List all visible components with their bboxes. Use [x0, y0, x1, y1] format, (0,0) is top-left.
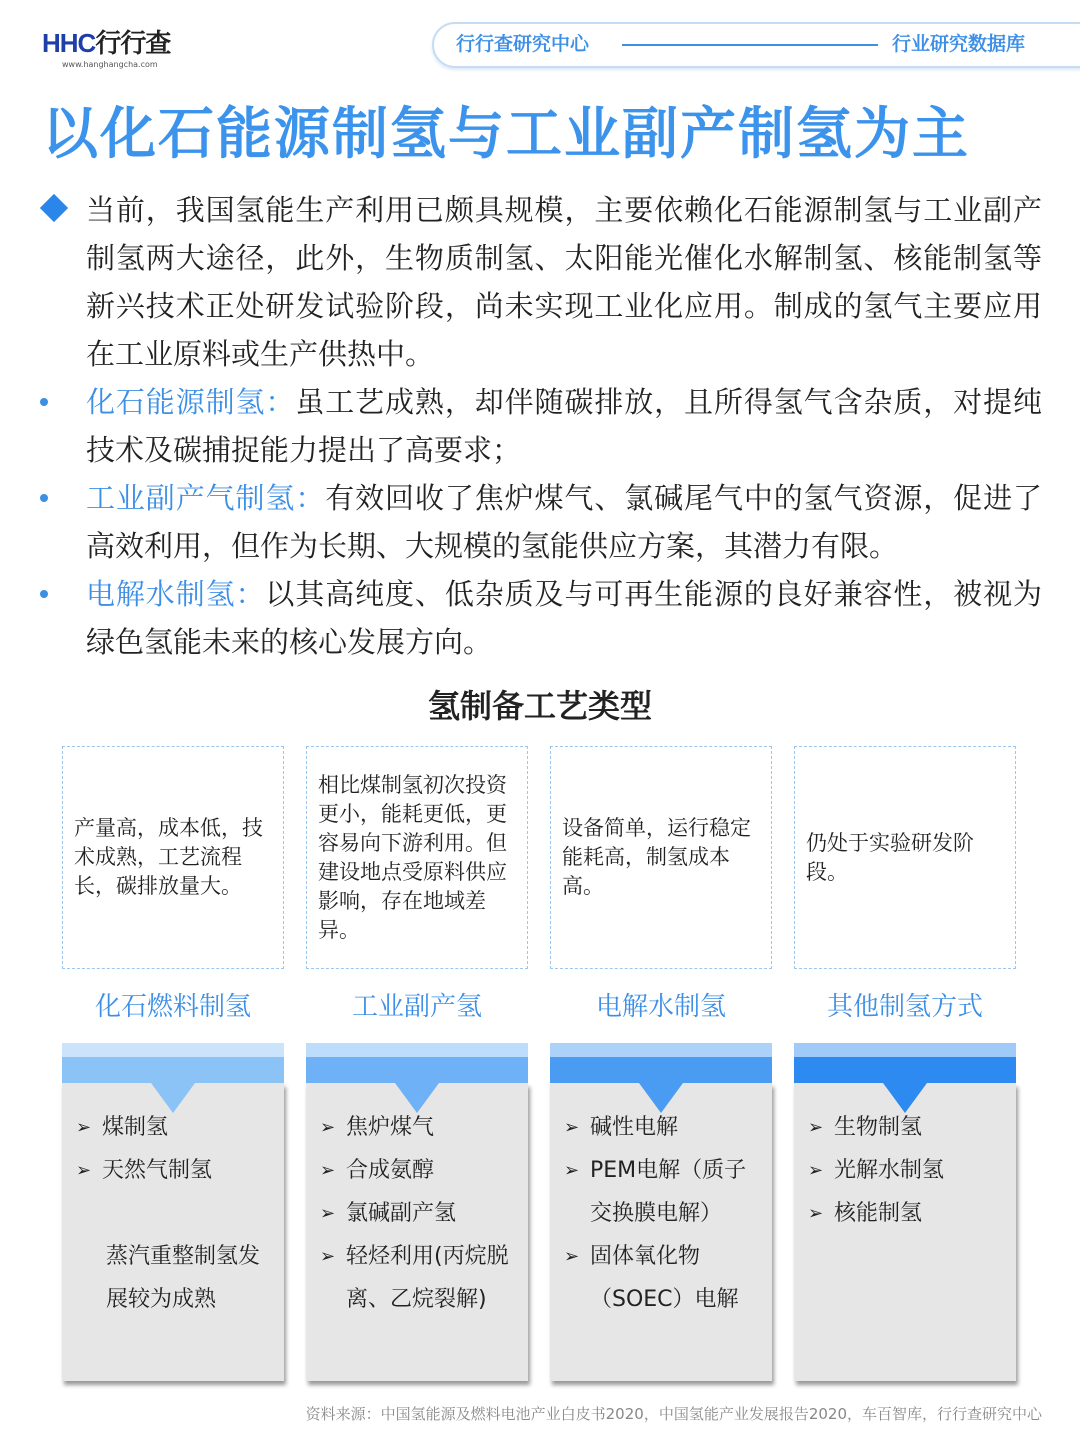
list-item [808, 1106, 1012, 1149]
bullet-label: 电解水制氢： [86, 577, 266, 611]
item-text: 生物制氢 [834, 1115, 923, 1140]
arrow-bullet-icon: ➢ [76, 1160, 92, 1181]
bullet-fossil [86, 378, 1042, 474]
logo-block [42, 28, 170, 70]
arrow-bullet-icon: ➢ [320, 1203, 336, 1224]
item-text: 光解水制氢 [834, 1158, 945, 1183]
list-item [320, 1149, 524, 1192]
bullet-electrolysis [86, 570, 1042, 666]
column-items [62, 1106, 284, 1321]
bullet-industrial [86, 474, 1042, 570]
arrow-bullet-icon: ➢ [808, 1203, 824, 1224]
column-title: 其他制氢方式 [826, 992, 983, 1022]
list-item [320, 1235, 524, 1321]
arrow-bullet-icon: ➢ [76, 1117, 92, 1138]
page-title: 以化石能源制氢与工业副产制氢为主 [42, 102, 970, 167]
header-right: 行业研究数据库 [892, 33, 1026, 55]
list-item [564, 1106, 768, 1149]
description-text: 产量高，成本低，技术成熟，工艺流程长，碳排放量大。 [74, 816, 263, 898]
bullet-text: 虽工艺成熟，却伴随碳排放，且所得氢气含杂质，对提纯技术及碳捕捉能力提出了高要求； [86, 385, 1042, 467]
list-item [320, 1192, 524, 1235]
arrow-bullet-icon: ➢ [564, 1160, 580, 1181]
bullet-label: 化石能源制氢： [86, 385, 296, 419]
list-item [76, 1149, 280, 1192]
item-text: 碱性电解 [590, 1115, 679, 1140]
list-item [320, 1106, 524, 1149]
description-text: 仍处于实验研发阶段。 [806, 830, 974, 884]
diamond-bullet-icon [40, 194, 68, 222]
column-items [550, 1106, 772, 1321]
column-description [306, 746, 528, 969]
column-description [550, 746, 772, 969]
item-text: 合成氨醇 [346, 1158, 435, 1183]
intro-text: 当前，我国氢能生产利用已颇具规模，主要依赖化石能源制氢与工业副产制氢两大途径，此外，生物质制氢、太阳能光催化水解制氢、核能制氢等新兴技术正处研发试验阶段，尚未实现工业化应用。制成的氢气主要应用在工业原料或生产供热中。 [86, 193, 1042, 371]
logo-text: 行行查 [95, 28, 171, 58]
item-text: 固体氧化物（SOEC）电解 [590, 1244, 739, 1312]
column-header-bar [306, 1043, 528, 1083]
bullet-label: 工业副产气制氢： [86, 481, 326, 515]
column-header-bar [550, 1043, 772, 1083]
header-left: 行行查研究中心 [456, 33, 590, 55]
list-item [76, 1106, 280, 1149]
arrow-bullet-icon: ➢ [320, 1246, 336, 1267]
arrow-bullet-icon: ➢ [320, 1160, 336, 1181]
item-text: 轻烃利用(丙烷脱离、乙烷裂解) [346, 1244, 509, 1312]
arrow-bullet-icon: ➢ [564, 1117, 580, 1138]
item-text: 煤制氢 [102, 1115, 169, 1140]
arrow-bullet-icon: ➢ [564, 1246, 580, 1267]
item-text: 焦炉煤气 [346, 1115, 435, 1140]
column-title: 电解水制氢 [595, 992, 726, 1022]
text-section [86, 186, 1042, 666]
column-title: 工业副产氢 [351, 992, 482, 1022]
source-note: 资料来源：中国氢能源及燃料电池产业白皮书2020，中国氢能产业发展报告2020，车百智库，行行查研究中心 [305, 1405, 1042, 1423]
bullet-dot-icon [40, 590, 48, 598]
intro-paragraph [86, 186, 1042, 378]
arrow-bullet-icon: ➢ [808, 1160, 824, 1181]
logo-mark: HHC [42, 28, 96, 58]
section-title: 氢制备工艺类型 [427, 687, 652, 725]
column-description [794, 746, 1016, 969]
bullet-dot-icon [40, 494, 48, 502]
description-text: 相比煤制氢初次投资更小，能耗更低，更容易向下游利用。但建设地点受原料供应影响，存在地域差异。 [318, 772, 507, 942]
bullet-dot-icon [40, 398, 48, 406]
item-text: 天然气制氢 [102, 1158, 213, 1183]
list-item [564, 1235, 768, 1321]
arrow-bullet-icon: ➢ [320, 1117, 336, 1138]
item-text: 核能制氢 [834, 1201, 923, 1226]
column-header-bar [62, 1043, 284, 1083]
bullet-text: 有效回收了焦炉煤气、氯碱尾气中的氢气资源，促进了高效利用，但作为长期、大规模的氢能供应方案，其潜力有限。 [86, 481, 1042, 563]
column-description [62, 746, 284, 969]
arrow-bullet-icon: ➢ [808, 1117, 824, 1138]
description-text: 设备简单，运行稳定能耗高，制氢成本高。 [562, 816, 751, 898]
list-item [564, 1149, 768, 1235]
header-divider [622, 44, 878, 46]
list-item [808, 1192, 1012, 1235]
list-item [808, 1149, 1012, 1192]
bullet-text: 以其高纯度、低杂质及与可再生能源的良好兼容性，被视为绿色氢能未来的核心发展方向。 [86, 577, 1042, 659]
item-text: PEM电解（质子交换膜电解） [590, 1158, 747, 1226]
column-items [794, 1106, 1016, 1235]
column-title: 化石燃料制氢 [94, 992, 251, 1022]
item-text: 氯碱副产氢 [346, 1201, 457, 1226]
column-items [306, 1106, 528, 1321]
column-header-bar [794, 1043, 1016, 1083]
logo-url: www.hanghangcha.com [62, 60, 158, 69]
logo [42, 28, 170, 58]
column-note: 蒸汽重整制氢发展较为成熟 [106, 1244, 261, 1312]
